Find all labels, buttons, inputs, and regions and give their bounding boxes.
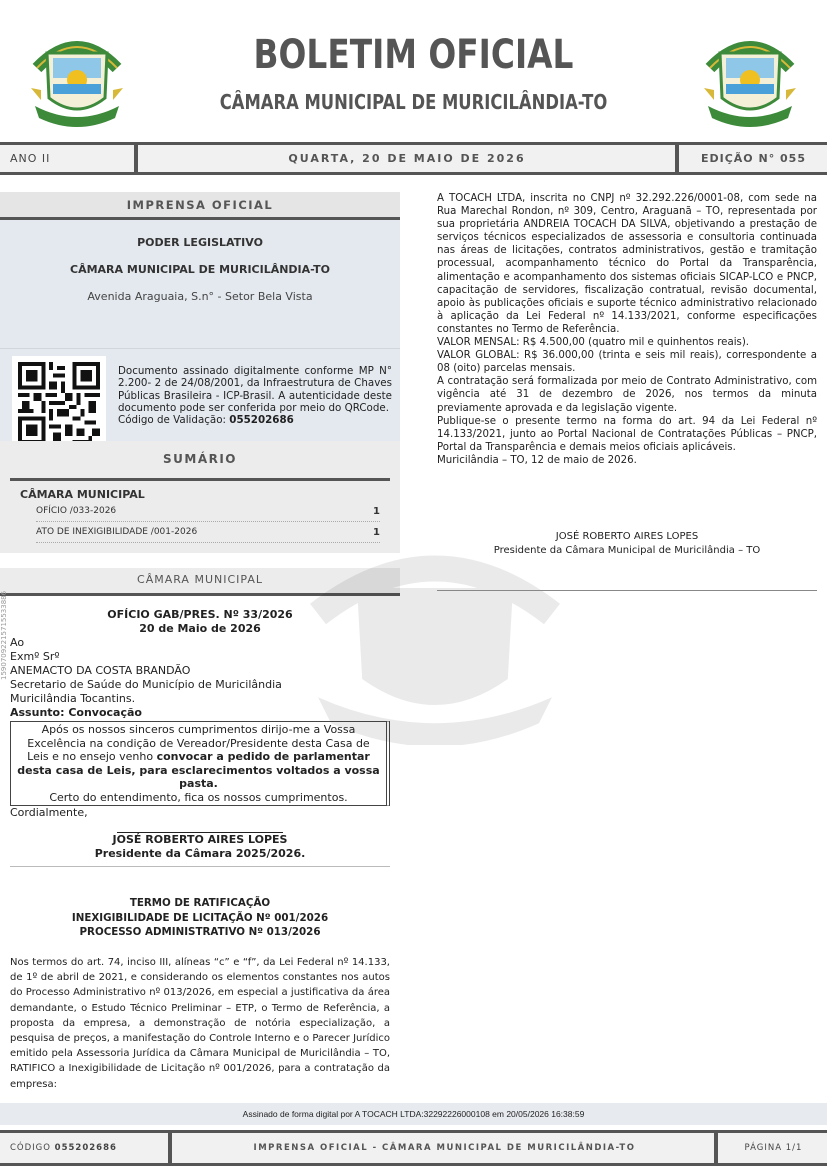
chamber-name: CÂMARA MUNICIPAL DE MURICILÂNDIA-TO xyxy=(70,263,330,276)
signature-statement xyxy=(118,365,392,426)
termo-body: Nos termos do art. 74, inciso III, alíneas “c” e “f”, da Lei Federal nº 14.133, de 1º de abril de 2021, e considerando os elementos constantes nos autos do Processo Administrativo nº 013/2026, em especial a justificativa da área demandante, o Estudo Técnico Preliminar – ETP, o Termo de Referência, a proposta da empresa, a demonstração de notória especialização, a pesquisa de preços, a manifestação do Controle Interno e o Parecer Jurídico emitido pela Assessoria Jurídica da Câmara Municipal de Muricilândia – TO, RATIFICO a Inexigibilidade de Licitação nº 001/2026, para a contratação da empresa: xyxy=(10,957,390,1090)
page-subtitle: CÂMARA MUNICIPAL DE MURICILÂNDIA-TO xyxy=(219,90,608,114)
signer-role: Presidente da Câmara 2025/2026. xyxy=(94,847,306,860)
footer-bar xyxy=(0,1130,827,1166)
masthead xyxy=(0,0,827,140)
left-column xyxy=(0,192,400,458)
chamber-address: Avenida Araguaia, S.n° - Setor Bela Vista xyxy=(87,290,313,303)
termo-title: TERMO DE RATIFICAÇÃO xyxy=(129,897,271,909)
digital-signature-stamp: Assinado de forma digital por A TOCACH LTDA:32292226000108 em 20/05/2026 16:38:59 xyxy=(0,1103,827,1125)
paragraph: A TOCACH LTDA, inscrita no CNPJ nº 32.292.226/0001-08, com sede na Rua Marechal Rondon, nº 309, Centro, Araguanã – TO, representada por sua proprietária ANDREIA TOCACH DA SILVA, objetivando a prestação de serviços técnicos especializados de assessoria e consultoria continuada nas áreas de licitações, contratos administrativos, gestão e tramitação processual, acompanhamento técnico do Portal da Transparência, alimentação e acompanhamento dos sistemas oficiais SICAP-LCO e PNCP, capacitação de servidores, fiscalização contratual, revisão documental, apoio às publicações oficiais e suporte técnico administrativo relacionado à aplicação da Lei Federal nº 14.133/2021, conforme especificações constantes no Termo de Referência. xyxy=(437,193,817,335)
termo-heading xyxy=(10,896,390,940)
global-value: VALOR GLOBAL: R$ 36.000,00 (trinta e seis mil reais), correspondente a 08 (oito) parcelas mensais. xyxy=(437,350,817,375)
body-text: Após os nossos sinceros cumprimentos dirijo-me a Vossa Excelência na condição de Vereador/Presidente desta Casa de Leis e no ensejo venho xyxy=(27,723,370,763)
signer-name: JOSÉ ROBERTO AIRES LOPES xyxy=(112,833,288,846)
footer-title: IMPRENSA OFICIAL - CÂMARA MUNICIPAL DE MURICILÂNDIA-TO xyxy=(253,1143,636,1153)
recipient-city: Muricilândia Tocantins. xyxy=(10,692,136,705)
oficio-date: 20 de Maio de 2026 xyxy=(139,622,261,635)
divider xyxy=(714,1133,718,1163)
divider xyxy=(437,590,817,591)
signature-text: Documento assinado digitalmente conforme MP N° 2.200- 2 de 24/08/2001, da Infraestrutura de Chaves Públicas Brasileira - ICP-Brasil. A autenticidade deste documento pode ser conferida por meio do QRCode. xyxy=(118,365,392,414)
oficio-title: OFÍCIO GAB/PRES. Nº 33/2026 xyxy=(107,608,293,621)
divider xyxy=(675,145,679,172)
divider xyxy=(10,478,390,481)
legislative-info xyxy=(0,220,400,348)
closing: Cordialmente, xyxy=(10,806,88,819)
summary-category: CÂMARA MUNICIPAL xyxy=(20,488,145,501)
year-label: ANO II xyxy=(10,152,51,165)
summary-item[interactable] xyxy=(36,501,380,522)
divider xyxy=(10,866,390,867)
page-title: BOLETIM OFICIAL xyxy=(253,32,574,78)
edition-number: EDIÇÃO N° 055 xyxy=(700,152,806,165)
summary-item-label: OFÍCIO /033-2026 xyxy=(36,506,117,516)
power-label: PODER LEGISLATIVO xyxy=(137,236,263,249)
oficio-document xyxy=(10,608,390,867)
body-closing-text: Certo do entendimento, fica os nossos cumprimentos. xyxy=(49,790,348,804)
termo-subtitle: INEXIGIBILIDADE DE LICITAÇÃO Nº 001/2026 xyxy=(71,911,329,924)
signer-role: Presidente da Câmara Municipal de Muricilândia – TO xyxy=(493,545,761,556)
section-header-camara: CÂMARA MUNICIPAL xyxy=(0,568,400,596)
validation-code: 055202686 xyxy=(229,414,294,427)
footer-code-label: CÓDIGO xyxy=(10,1143,51,1153)
paragraph: A contratação será formalizada por meio de Contrato Administrativo, com vigência até 31 de dezembro de 2026, nos termos da minuta previamente aprovada e da legislação vigente. xyxy=(437,376,817,414)
termo-process: PROCESSO ADMINISTRATIVO Nº 013/2026 xyxy=(79,926,321,938)
paragraph: Publique-se o presente termo na forma do art. 94 da Lei Federal nº 14.133/2021, junto ao Portal Nacional de Contratações Públicas – PNCP, Portal da Transparência e demais meios oficiais aplicáveis. xyxy=(437,415,817,453)
recipient-name: ANEMACTO DA COSTA BRANDÃO xyxy=(10,664,191,677)
edition-date: QUARTA, 20 DE MAIO DE 2026 xyxy=(288,152,526,165)
body-emphasis: convocar a pedido de parlamentar desta casa de Leis, para esclarecimentos voltados a vossa pasta. xyxy=(17,750,380,790)
document-id: 15907092215715533886 xyxy=(0,590,8,680)
summary-item-label: ATO DE INEXIGIBILIDADE /001-2026 xyxy=(36,527,198,537)
footer-code xyxy=(10,1133,117,1163)
section-header-imprensa: IMPRENSA OFICIAL xyxy=(0,192,400,220)
recipient-title: Exmº Srº xyxy=(10,650,60,663)
recipient-ao: Ao xyxy=(10,636,25,649)
page-number: PÁGINA 1/1 xyxy=(744,1143,803,1153)
subject: Assunto: Convocação xyxy=(10,706,142,719)
oficio-body xyxy=(10,721,390,806)
qrcode-icon[interactable] xyxy=(12,356,106,450)
recipient-role: Secretario de Saúde do Município de Muricilândia xyxy=(10,678,282,691)
monthly-value: VALOR MENSAL: R$ 4.500,00 (quatro mil e quinhentos reais). xyxy=(437,337,750,349)
right-signature xyxy=(437,530,817,558)
edition-bar xyxy=(0,142,827,175)
divider xyxy=(168,1133,172,1163)
right-column xyxy=(437,192,817,467)
signer-name: JOSÉ ROBERTO AIRES LOPES xyxy=(555,531,699,542)
validation-code-label: Código de Validação: xyxy=(118,414,227,427)
summary-item-count: 1 xyxy=(373,506,380,517)
footer-code-value: 055202686 xyxy=(54,1143,117,1153)
place-date: Muricilândia – TO, 12 de maio de 2026. xyxy=(437,454,637,466)
summary-item-count: 1 xyxy=(373,527,380,538)
summary-title: SUMÁRIO xyxy=(162,452,238,466)
